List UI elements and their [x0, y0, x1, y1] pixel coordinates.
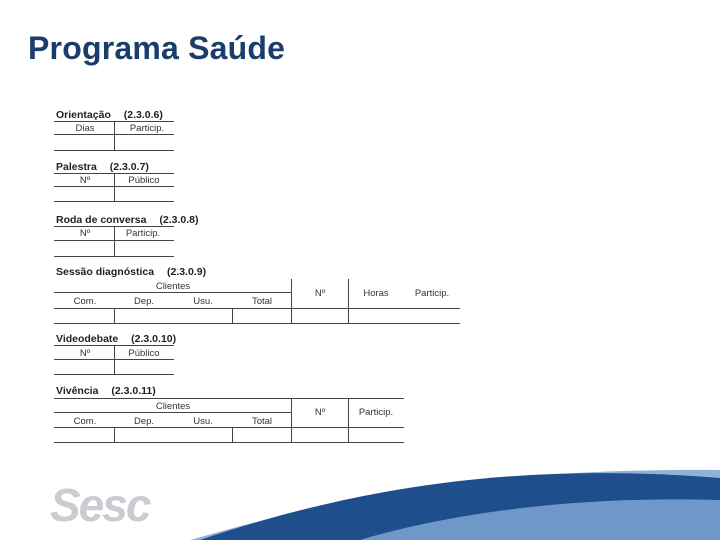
column-header: Público: [128, 348, 160, 359]
column-header: Total: [251, 416, 273, 427]
section-code: (2.3.0.6): [123, 109, 163, 121]
column-header: Com.: [73, 416, 97, 427]
group-header: Clientes: [155, 401, 191, 412]
column-header: Com.: [73, 296, 97, 307]
column-header: Particip.: [129, 123, 165, 134]
column-header: Horas: [363, 288, 389, 299]
section-name: Palestra: [56, 161, 97, 173]
column-header: Nº: [79, 348, 91, 359]
column-header: Dep.: [133, 416, 155, 427]
column-header: Nº: [79, 228, 91, 239]
column-header: Total: [251, 296, 273, 307]
group-header: Clientes: [155, 281, 191, 292]
section-name: Sessão diagnóstica: [56, 266, 155, 278]
section-code: (2.3.0.9): [166, 266, 207, 278]
section-name: Orientação: [56, 109, 111, 121]
section-name: Roda de conversa: [56, 214, 147, 226]
column-header: Particip.: [125, 228, 161, 239]
section-code: (2.3.0.7): [109, 161, 149, 173]
column-header: Dias: [75, 123, 95, 134]
column-header: Nº: [314, 407, 326, 418]
section-code: (2.3.0.8): [159, 214, 199, 226]
page-title: Programa Saúde: [28, 30, 286, 66]
column-header: Usu.: [193, 296, 213, 307]
section-name: Vivência: [56, 385, 99, 397]
column-header: Nº: [314, 288, 326, 299]
column-header: Nº: [79, 175, 91, 186]
sesc-logo: Sesc: [50, 479, 150, 531]
column-header: Público: [128, 175, 160, 186]
section-code: (2.3.0.10): [131, 333, 177, 345]
section-name: Videodebate: [56, 333, 119, 345]
column-header: Dep.: [133, 296, 155, 307]
column-header: Particip.: [414, 288, 450, 299]
column-header: Usu.: [193, 416, 213, 427]
section-code: (2.3.0.11): [111, 385, 156, 397]
column-header: Particip.: [358, 407, 394, 418]
